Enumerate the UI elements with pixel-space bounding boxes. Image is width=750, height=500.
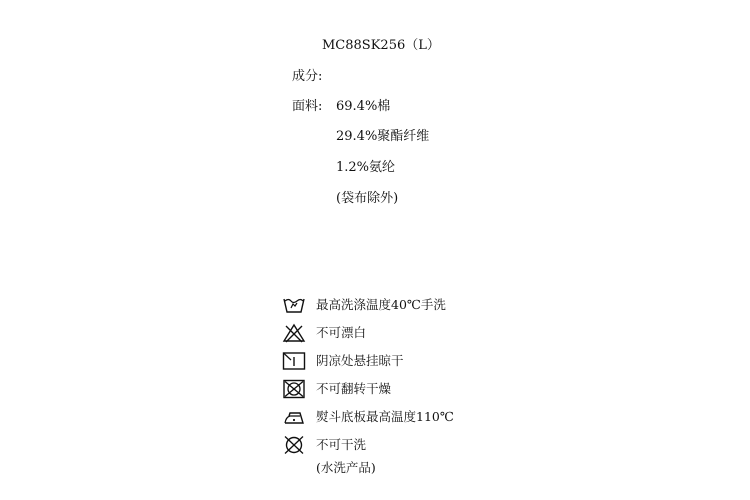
care-row-bleach — [282, 323, 366, 343]
care-text-iron: 熨斗底板最高温度110℃ — [316, 409, 454, 424]
care-text-tumble: 不可翻转干燥 — [316, 381, 392, 396]
care-text-bleach: 不可漂白 — [316, 325, 367, 340]
do-not-dry-clean-icon — [282, 435, 306, 455]
care-row-tumble — [282, 379, 391, 399]
do-not-bleach-icon — [282, 323, 306, 343]
iron-low-icon — [282, 407, 306, 427]
care-text-dry: 阴凉处悬挂晾干 — [316, 353, 404, 368]
care-note: (水洗产品) — [316, 460, 376, 475]
fabric-label: 面料: — [292, 99, 323, 114]
care-row-dryclean — [282, 435, 366, 455]
wash-40-icon — [282, 295, 306, 315]
care-row-iron — [282, 407, 454, 427]
fabric-line-spandex: 1.2%氨纶 — [336, 160, 396, 175]
exclusion-note: (袋布除外) — [336, 191, 399, 206]
care-text-dryclean: 不可干洗 — [316, 437, 367, 452]
care-row-wash — [282, 295, 446, 315]
line-dry-in-shade-icon — [282, 351, 306, 371]
care-text-wash: 最高洗涤温度40℃手洗 — [316, 297, 446, 312]
care-row-dry — [282, 351, 404, 371]
fabric-line-cotton: 69.4%棉 — [336, 99, 391, 114]
model-number: MC88SK256（L） — [322, 38, 440, 53]
do-not-tumble-dry-icon — [282, 379, 306, 399]
composition-heading: 成分: — [292, 69, 323, 84]
fabric-line-polyester: 29.4%聚酯纤维 — [336, 129, 430, 144]
